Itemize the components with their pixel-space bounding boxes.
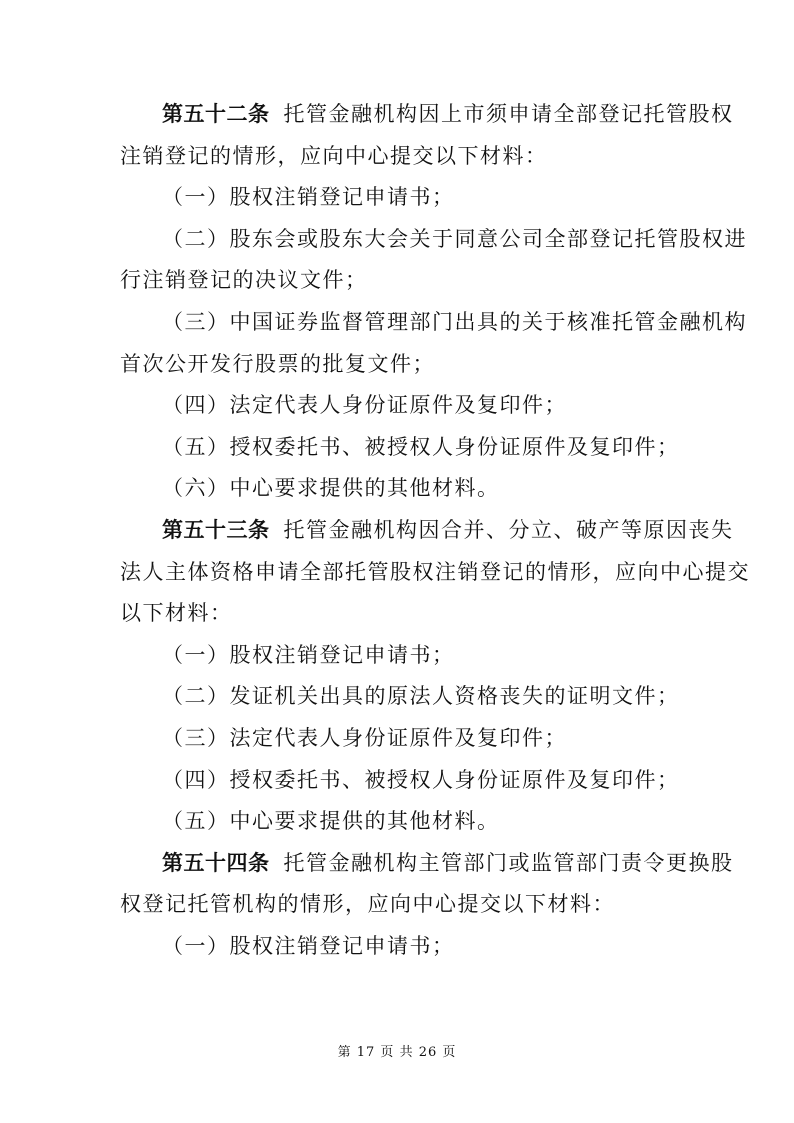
text-line (120, 260, 712, 302)
line-text: （一）股权注销登记申请书； (162, 933, 455, 958)
text-line (120, 843, 734, 885)
article-number: 第五十二条 (162, 102, 270, 126)
line-text: 注销登记的情形，应向中心提交以下材料： (120, 143, 548, 168)
text-line (120, 427, 712, 469)
text-line (120, 344, 712, 386)
line-text: 行注销登记的决议文件； (120, 268, 368, 293)
text-line (120, 552, 750, 594)
line-text: （三）法定代表人身份证原件及复印件； (162, 725, 567, 750)
text-line (120, 385, 712, 427)
line-text: 以下材料： (120, 601, 233, 626)
text-line (120, 676, 712, 718)
text-line (120, 177, 712, 219)
line-text: （一）股权注销登记申请书； (162, 185, 455, 210)
line-text: 首次公开发行股票的批复文件； (120, 351, 435, 376)
document-body (120, 94, 750, 967)
line-text: 权登记托管机构的情形，应向中心提交以下材料： (120, 892, 615, 917)
line-text: （五）授权委托书、被授权人身份证原件及复印件； (162, 434, 680, 459)
text-line (120, 718, 712, 760)
text-line (120, 593, 712, 635)
text-line (120, 760, 712, 802)
text-line (120, 801, 712, 843)
text-line (120, 94, 734, 136)
line-text: （二）发证机关出具的原法人资格丧失的证明文件； (162, 684, 680, 709)
line-text: 法人主体资格申请全部托管股权注销登记的情形，应向中心提交 (120, 559, 750, 584)
text-line (120, 884, 712, 926)
text-line (120, 468, 712, 510)
line-text: 托管金融机构主管部门或监管部门责令更换股 (283, 850, 734, 875)
line-text: （六）中心要求提供的其他材料。 (162, 476, 500, 501)
line-text: 托管金融机构因合并、分立、破产等原因丧失 (283, 517, 734, 542)
text-line (120, 926, 712, 968)
text-line (120, 302, 747, 344)
line-text: （四）授权委托书、被授权人身份证原件及复印件； (162, 767, 680, 792)
text-line (120, 510, 734, 552)
line-text: （三）中国证券监督管理部门出具的关于核准托管金融机构 (162, 309, 747, 334)
article-number: 第五十四条 (162, 850, 270, 875)
line-text: 托管金融机构因上市须申请全部登记托管股权 (283, 102, 734, 126)
page-footer: 第 17 页 共 26 页 (337, 1045, 457, 1060)
text-line (120, 136, 712, 178)
text-line (120, 635, 712, 677)
text-line (120, 219, 747, 261)
line-text: （四）法定代表人身份证原件及复印件； (162, 393, 567, 418)
line-text: （五）中心要求提供的其他材料。 (162, 809, 500, 834)
line-text: （一）股权注销登记申请书； (162, 642, 455, 667)
line-text: （二）股东会或股东大会关于同意公司全部登记托管股权进 (162, 226, 747, 251)
article-number: 第五十三条 (162, 517, 270, 542)
